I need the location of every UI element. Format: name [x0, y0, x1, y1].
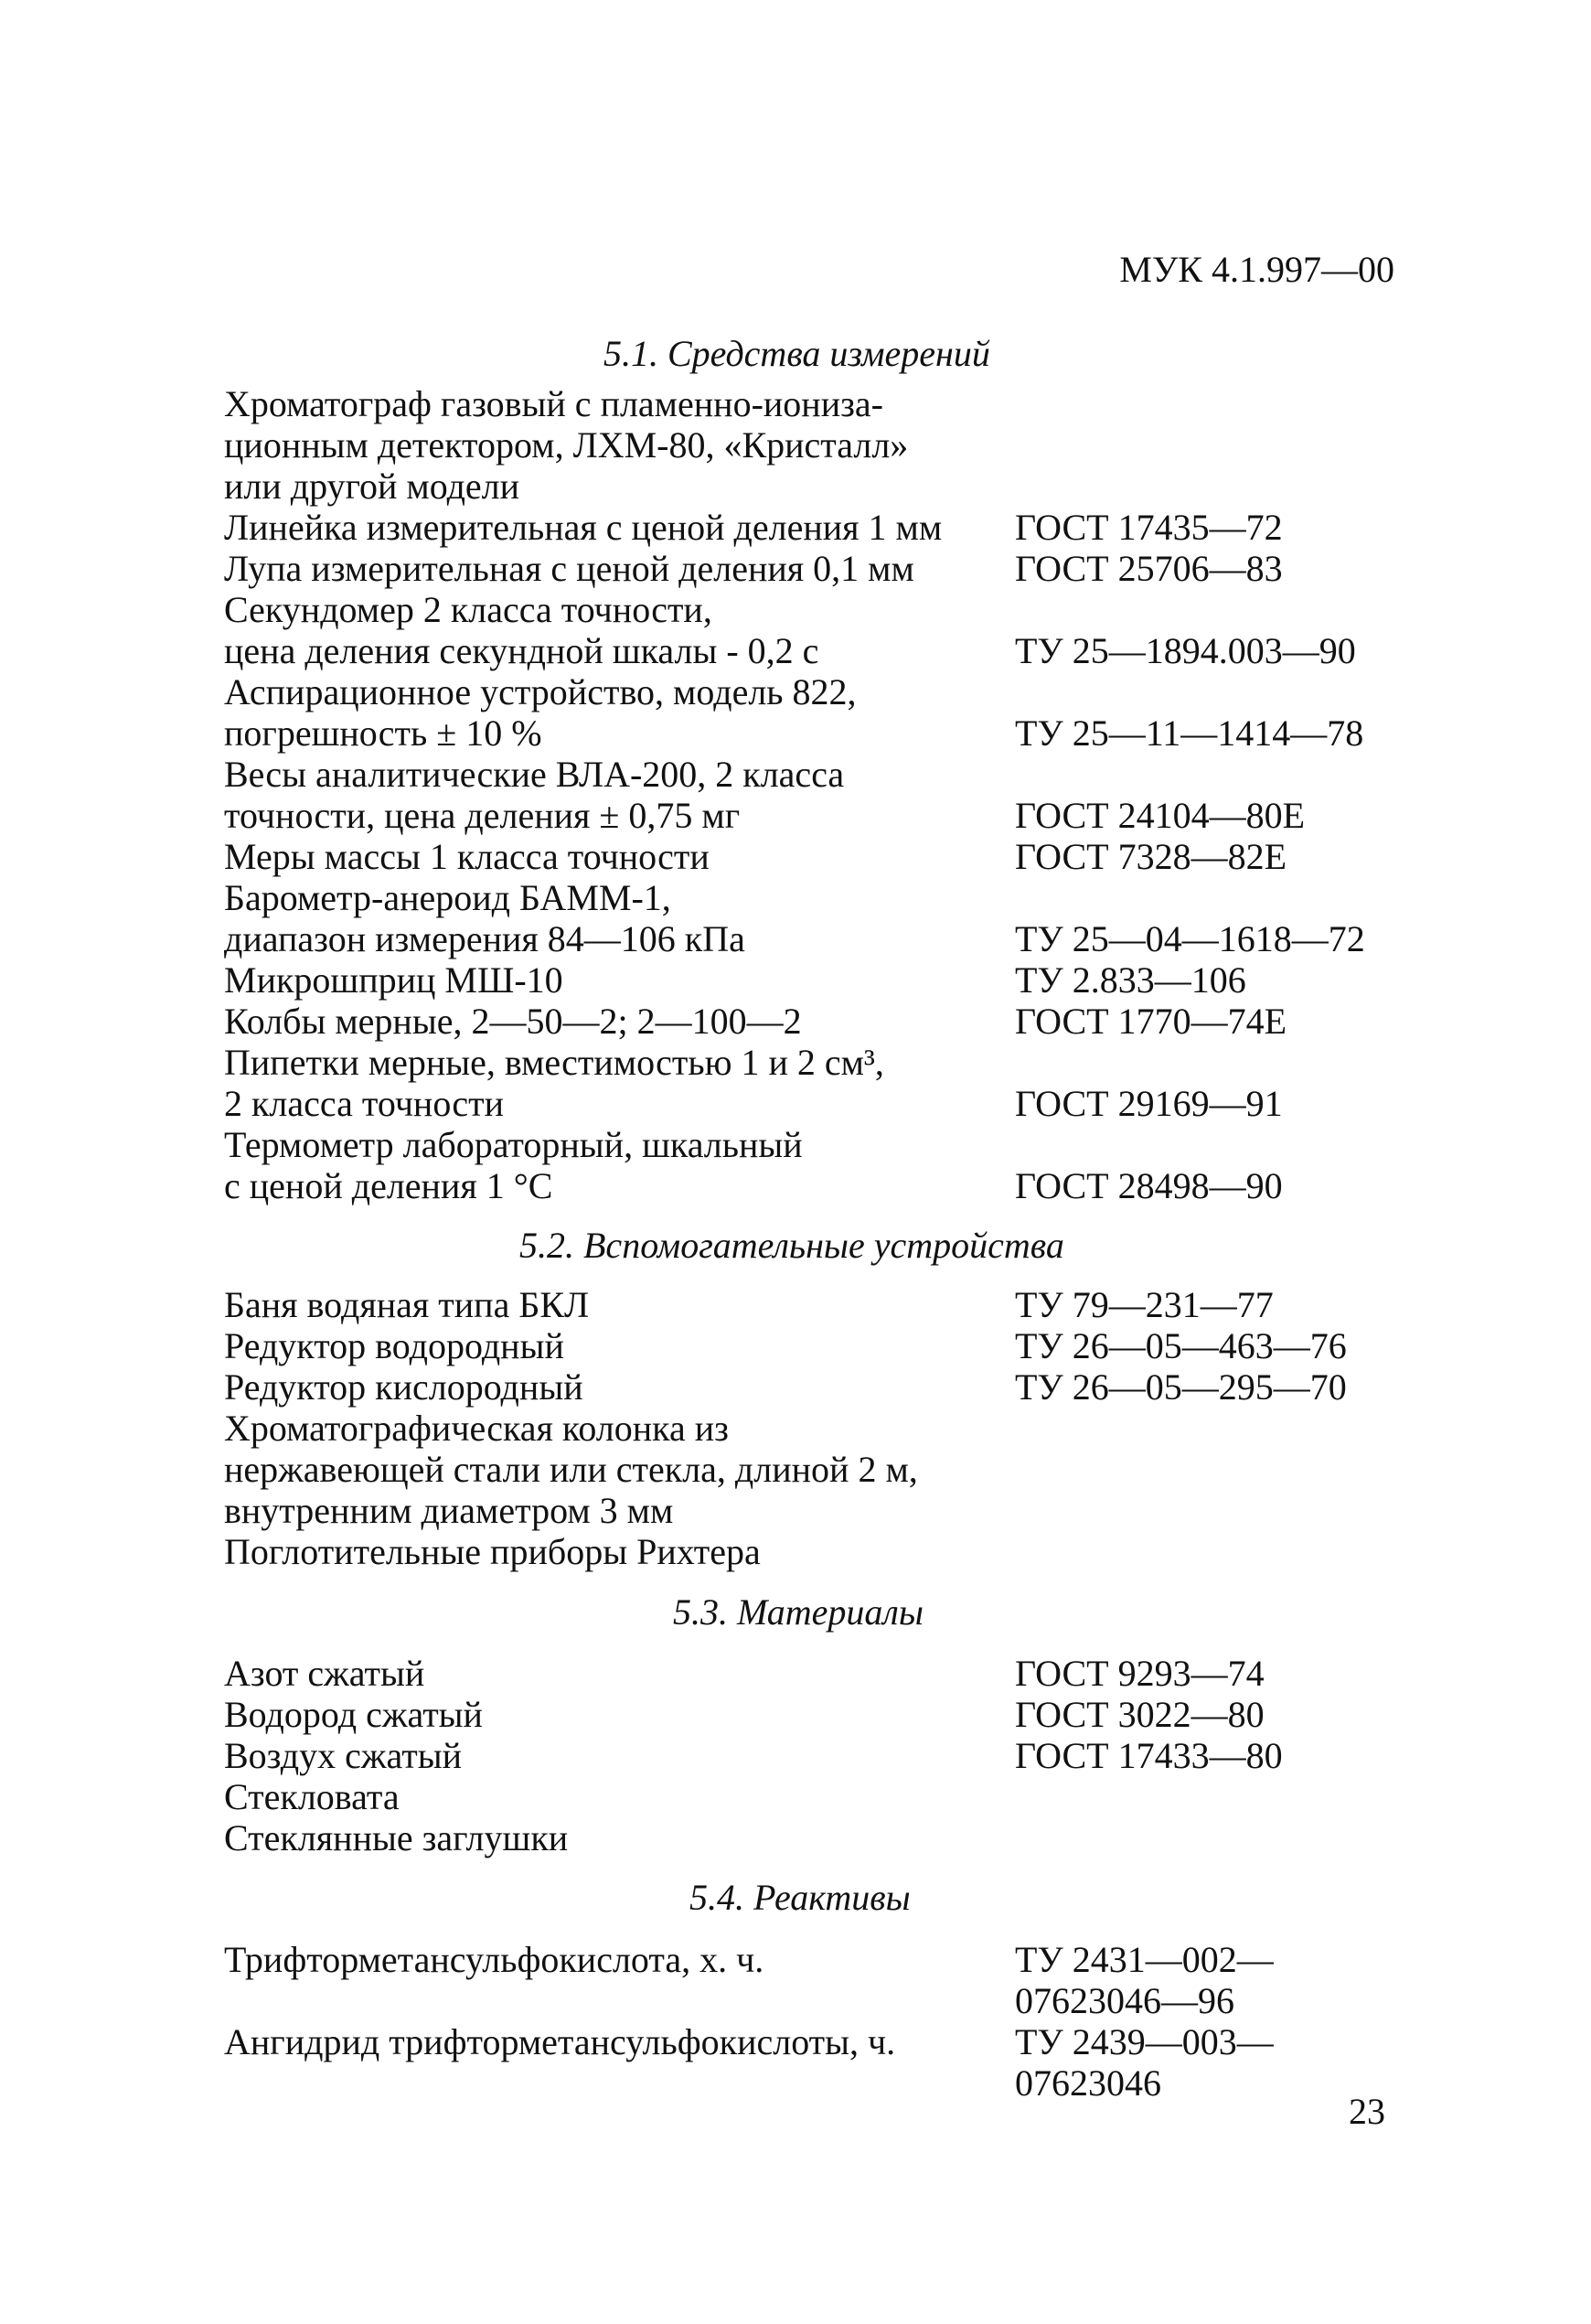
list-item [0, 1531, 1591, 1573]
list-item [0, 1980, 1591, 2022]
list-item [0, 1325, 1591, 1367]
document-code: МУК 4.1.997—00 [1119, 249, 1394, 290]
item-standard: ГОСТ 3022—80 [1015, 1694, 1265, 1735]
item-name: нержавеющей стали или стекла, длиной 2 м, [224, 1449, 918, 1490]
item-name: Линейка измерительная с ценой деления 1 мм [224, 507, 943, 548]
list-item [0, 424, 1591, 466]
list-item [0, 1735, 1591, 1777]
item-name: ционным детектором, ЛХМ-80, «Кристалл» [224, 424, 909, 466]
item-name: Поглотительные приборы Рихтера [224, 1531, 761, 1572]
item-standard: ГОСТ 17435—72 [1015, 507, 1283, 548]
item-standard: 07623046—96 [1015, 1980, 1234, 2021]
list-item [0, 1001, 1591, 1043]
list-item [0, 1776, 1591, 1818]
item-name: Редуктор кислородный [224, 1366, 583, 1408]
item-standard: ТУ 26—05—295—70 [1015, 1366, 1347, 1408]
item-name: Термометр лабораторный, шкальный [224, 1124, 803, 1165]
item-name: Воздух сжатый [224, 1735, 462, 1776]
item-name: Лупа измерительная с ценой деления 0,1 мм [224, 548, 914, 589]
item-standard: ГОСТ 17433—80 [1015, 1735, 1283, 1776]
section-title: 5.1. Средства измерений [603, 333, 990, 374]
list-item [0, 959, 1591, 1001]
item-standard: ГОСТ 28498—90 [1015, 1165, 1283, 1206]
item-standard: ГОСТ 24104—80Е [1015, 795, 1306, 836]
item-name: Меры массы 1 класса точности [224, 836, 710, 877]
item-standard: ТУ 26—05—463—76 [1015, 1325, 1347, 1366]
list-item [0, 918, 1591, 960]
list-item [0, 1284, 1591, 1326]
item-name: Азот сжатый [224, 1653, 425, 1694]
item-name: диапазон измерения 84—106 кПа [224, 918, 745, 959]
list-item [0, 1490, 1591, 1532]
list-item [0, 1449, 1591, 1491]
item-standard: ТУ 2431—002— [1015, 1939, 1274, 1980]
item-name: Пипетки мерные, вместимостью 1 и 2 см³, [224, 1042, 884, 1083]
item-name: Стекловата [224, 1776, 400, 1817]
list-item [0, 795, 1591, 837]
list-item [0, 1124, 1591, 1166]
list-item [0, 507, 1591, 549]
item-standard: ТУ 79—231—77 [1015, 1284, 1274, 1325]
item-standard: ГОСТ 7328—82Е [1015, 836, 1287, 877]
list-item [0, 712, 1591, 755]
list-item [0, 671, 1591, 713]
list-item [0, 1653, 1591, 1695]
list-item [0, 589, 1591, 631]
item-name: или другой модели [224, 466, 520, 507]
item-standard: ГОСТ 9293—74 [1015, 1653, 1265, 1694]
list-item [0, 466, 1591, 508]
page-number: 23 [1349, 2091, 1385, 2132]
item-name: Хроматограф газовый с пламенно-иониза- [224, 383, 883, 424]
item-name: Трифторметансульфокислота, х. ч. [224, 1939, 764, 1980]
item-standard: ТУ 25—11—1414—78 [1015, 712, 1364, 754]
list-item [0, 1083, 1591, 1125]
section-title: 5.4. Реактивы [689, 1877, 911, 1918]
item-name: Аспирационное устройство, модель 822, [224, 671, 857, 712]
list-item [0, 1939, 1591, 1981]
section-title: 5.2. Вспомогательные устройства [519, 1225, 1064, 1266]
item-name: цена деления секундной шкалы - 0,2 с [224, 630, 819, 671]
item-standard: ТУ 25—04—1618—72 [1015, 918, 1365, 959]
item-name: Весы аналитические ВЛА-200, 2 класса [224, 754, 845, 795]
list-item [0, 877, 1591, 919]
list-item [0, 1165, 1591, 1207]
item-name: Барометр-анероид БАММ-1, [224, 877, 671, 918]
list-item [0, 630, 1591, 672]
list-item [0, 754, 1591, 796]
list-item [0, 2021, 1591, 2063]
item-name: Хроматографическая колонка из [224, 1408, 729, 1449]
item-name: 2 класса точности [224, 1083, 504, 1124]
section-title: 5.3. Материалы [673, 1591, 924, 1633]
item-standard: 07623046 [1015, 2062, 1161, 2104]
item-name: погрешность ± 10 % [224, 712, 542, 754]
list-item [0, 1408, 1591, 1450]
item-name: Секундомер 2 класса точности, [224, 589, 712, 630]
item-standard: ГОСТ 29169—91 [1015, 1083, 1283, 1124]
item-name: Микрошприц МШ-10 [224, 959, 563, 1001]
item-name: Стеклянные заглушки [224, 1817, 569, 1858]
item-name: точности, цена деления ± 0,75 мг [224, 795, 741, 836]
item-name: Ангидрид трифторметансульфокислоты, ч. [224, 2021, 896, 2062]
list-item [0, 1366, 1591, 1408]
item-standard: ТУ 2.833—106 [1015, 959, 1246, 1001]
item-name: с ценой деления 1 °С [224, 1165, 553, 1206]
item-standard: ТУ 25—1894.003—90 [1015, 630, 1356, 671]
list-item [0, 1817, 1591, 1859]
item-standard: ТУ 2439—003— [1015, 2021, 1274, 2062]
list-item [0, 836, 1591, 878]
item-name: Редуктор водородный [224, 1325, 564, 1366]
list-item [0, 383, 1591, 425]
item-name: Водород сжатый [224, 1694, 483, 1735]
item-name: Баня водяная типа БКЛ [224, 1284, 590, 1325]
list-item [0, 1694, 1591, 1736]
item-name: внутренним диаметром 3 мм [224, 1490, 674, 1531]
item-name: Колбы мерные, 2—50—2; 2—100—2 [224, 1001, 802, 1042]
item-standard: ГОСТ 1770—74Е [1015, 1001, 1287, 1042]
list-item [0, 548, 1591, 590]
item-standard: ГОСТ 25706—83 [1015, 548, 1283, 589]
list-item [0, 1042, 1591, 1084]
